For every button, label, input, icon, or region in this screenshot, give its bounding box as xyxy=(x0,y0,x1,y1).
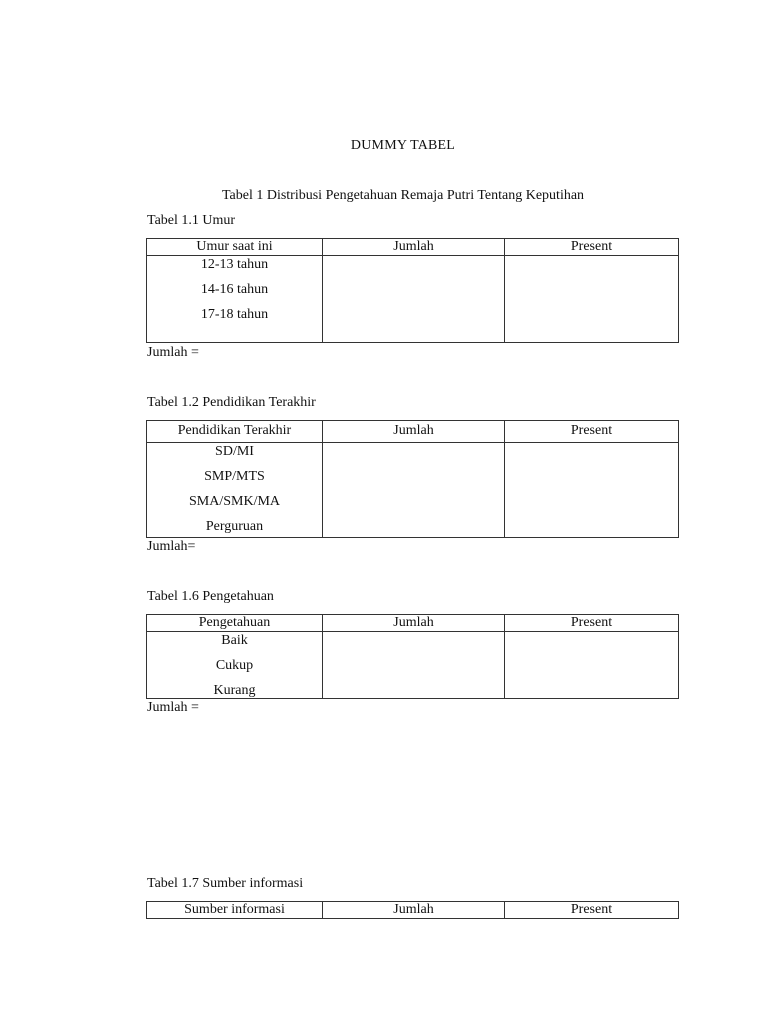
column-header: Pengetahuan xyxy=(147,615,323,632)
present-cell xyxy=(505,632,679,699)
category-item: SMP/MTS xyxy=(204,469,265,484)
category-item: 12-13 tahun xyxy=(200,257,269,272)
total-label: Jumlah = xyxy=(147,345,199,360)
category-item: SMA/SMK/MA xyxy=(188,494,281,509)
category-item: Baik xyxy=(221,633,248,648)
table-pengetahuan xyxy=(146,614,679,699)
present-cell xyxy=(505,256,679,343)
column-header: Sumber informasi xyxy=(147,902,323,919)
table-caption-umur: Tabel 1.1 Umur xyxy=(147,213,236,228)
column-header: Jumlah xyxy=(323,615,505,632)
category-item: SD/MI xyxy=(215,444,254,459)
document-title: DUMMY TABEL xyxy=(350,138,456,153)
category-cell xyxy=(147,256,323,343)
category-item: 14-16 tahun xyxy=(200,282,269,297)
column-header: Pendidikan Terakhir xyxy=(147,421,323,443)
column-header: Present xyxy=(505,615,679,632)
table-caption-sumber-informasi: Tabel 1.7 Sumber informasi xyxy=(147,876,304,891)
category-item: Perguruan xyxy=(205,519,264,534)
column-header: Jumlah xyxy=(323,239,505,256)
table-sumber-informasi xyxy=(146,901,679,919)
table-umur xyxy=(146,238,679,343)
jumlah-cell xyxy=(323,256,505,343)
column-header: Jumlah xyxy=(323,421,505,443)
jumlah-cell xyxy=(323,632,505,699)
total-label: Jumlah = xyxy=(147,700,199,715)
table-row xyxy=(147,443,679,538)
total-label: Jumlah= xyxy=(147,539,196,554)
table-caption-pengetahuan: Tabel 1.6 Pengetahuan xyxy=(147,589,274,604)
column-header: Present xyxy=(505,239,679,256)
table-header-row xyxy=(147,239,679,256)
present-cell xyxy=(505,443,679,538)
category-item: Cukup xyxy=(215,658,254,673)
category-cell xyxy=(147,443,323,538)
table-header-row xyxy=(147,615,679,632)
jumlah-cell xyxy=(323,443,505,538)
table-row xyxy=(147,632,679,699)
column-header: Present xyxy=(505,902,679,919)
table-row xyxy=(147,256,679,343)
table-pendidikan xyxy=(146,420,679,538)
category-cell xyxy=(147,632,323,699)
table-header-row xyxy=(147,421,679,443)
main-table-caption: Tabel 1 Distribusi Pengetahuan Remaja Putri Tentang Keputihan xyxy=(221,188,585,203)
column-header: Jumlah xyxy=(323,902,505,919)
column-header: Umur saat ini xyxy=(147,239,323,256)
column-header: Present xyxy=(505,421,679,443)
category-item: 17-18 tahun xyxy=(200,307,269,322)
table-header-row xyxy=(147,902,679,919)
category-item: Kurang xyxy=(213,683,256,698)
table-caption-pendidikan: Tabel 1.2 Pendidikan Terakhir xyxy=(147,395,316,410)
